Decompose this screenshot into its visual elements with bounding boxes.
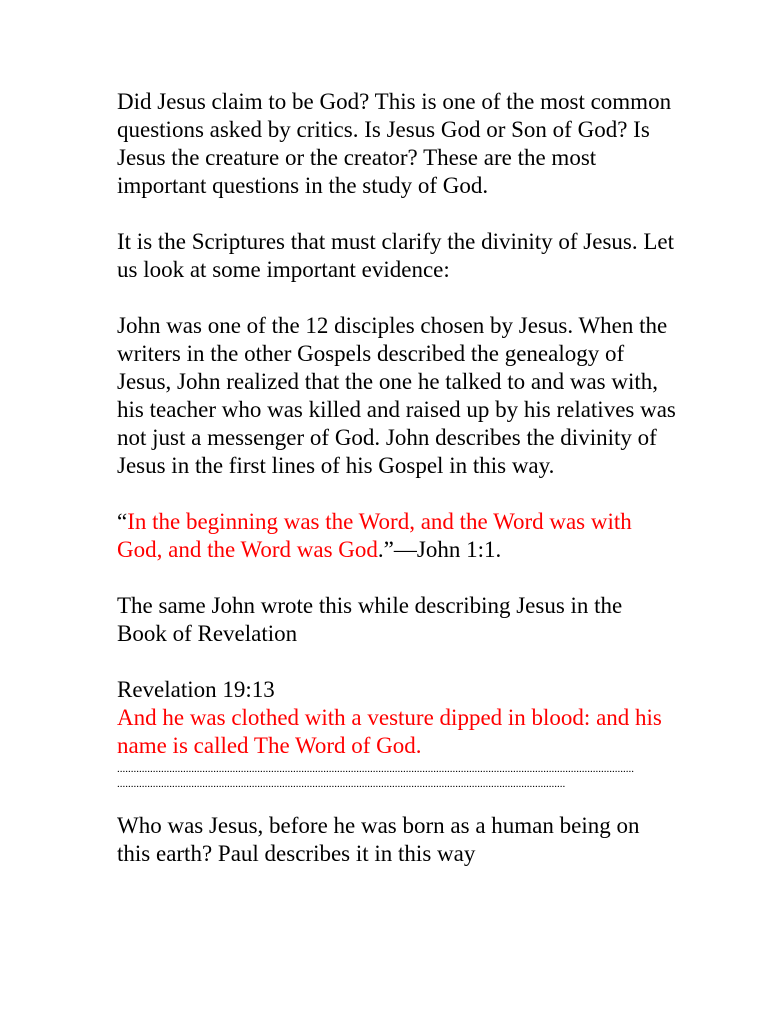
quote-citation: .”—John 1:1. — [377, 537, 502, 562]
paragraph-revelation-intro: The same John wrote this while describing Jesus in the Book of Revelation — [117, 593, 623, 646]
document-page — [117, 88, 677, 896]
paragraph-scriptures: It is the Scriptures that must clarify the divinity of Jesus. Let us look at some important evidence: — [117, 229, 675, 282]
scripture-quote: In the beginning was the Word, and the Word was with God, and the Word was God — [117, 509, 632, 562]
scripture-reference: Revelation 19:13 — [117, 677, 275, 702]
quote-open-mark: “ — [117, 509, 128, 534]
paragraph-intro: Did Jesus claim to be God? This is one of the most common questions asked by critics. Is Jesus God or Son of God? Is Jesus the creature or the creator? These are the most important questions in the study of God. — [117, 89, 672, 198]
dotted-separator-2: ................................................................................................................................................................... — [117, 778, 566, 790]
paragraph-who-was-jesus: Who was Jesus, before he was born as a human being on this earth? Paul describes it in this way — [117, 813, 640, 866]
paragraph-john-quote — [117, 508, 677, 564]
dotted-separator-1: ............................................................................................................................................................................................ — [117, 763, 634, 775]
paragraph-john: John was one of the 12 disciples chosen by Jesus. When the writers in the other Gospels described the genealogy of Jesus, John realized that the one he talked to and was with, his teacher who was killed and raised up by his relatives was not just a messenger of God. John describes the divinity of Jesus in the first lines of his Gospel in this way. — [117, 313, 676, 478]
scripture-verse: And he was clothed with a vesture dipped in blood: and his name is called The Word of God. — [117, 705, 662, 758]
